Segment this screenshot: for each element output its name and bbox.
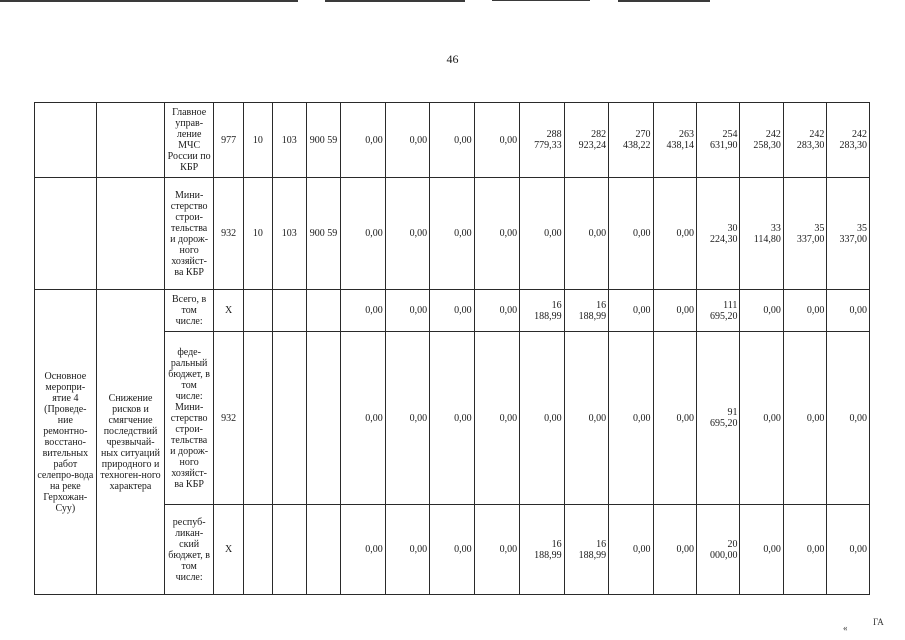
value-cell: 242 283,30 <box>783 103 826 178</box>
grbs-cell: 932 <box>213 332 243 505</box>
value-cell: 263 438,14 <box>653 103 696 178</box>
value-cell: 16 188,99 <box>520 290 564 332</box>
value-cell: 0,00 <box>653 290 696 332</box>
event-goal-cell: Снижение рисков и смягчение последствий чрезвычай-ных ситуаций природного и техноген-ного характера <box>96 290 165 595</box>
value-cell: 16 188,99 <box>564 290 608 332</box>
grbs-cell: 977 <box>213 103 243 178</box>
rz-cell <box>244 505 272 595</box>
csr-cell <box>306 505 340 595</box>
value-cell: 288 779,33 <box>520 103 564 178</box>
rz-cell: 10 <box>244 103 272 178</box>
grbs-cell: Х <box>213 505 243 595</box>
value-cell: 0,00 <box>385 290 429 332</box>
csr-cell: 900 59 <box>306 103 340 178</box>
value-cell: 0,00 <box>474 332 519 505</box>
pr-cell: 103 <box>272 178 306 290</box>
scan-artifact-line <box>0 0 298 2</box>
corner-mark: « <box>843 623 848 633</box>
value-cell: 0,00 <box>520 178 564 290</box>
source-cell: Мини-стерство строи-тельства и дорож-ного хозяйст-ва КБР <box>165 178 214 290</box>
value-cell: 0,00 <box>783 290 826 332</box>
value-cell: 0,00 <box>385 103 429 178</box>
page-number: 46 <box>446 52 459 66</box>
value-cell: 242 283,30 <box>827 103 870 178</box>
value-cell: 0,00 <box>609 505 653 595</box>
empty-cell <box>96 103 165 178</box>
value-cell: 0,00 <box>827 505 870 595</box>
empty-cell <box>96 178 165 290</box>
event-name-cell: Основное меропри-ятие 4 (Проведе-ние ремонтно-восстано-вительных работ селепро-вода на реке Герхожан-Суу) <box>35 290 97 595</box>
value-cell: 30 224,30 <box>696 178 739 290</box>
value-cell: 0,00 <box>653 505 696 595</box>
source-cell: Всего, в том числе: <box>165 290 214 332</box>
value-cell: 0,00 <box>653 178 696 290</box>
budget-table <box>34 102 870 595</box>
value-cell: 0,00 <box>474 178 519 290</box>
table-row <box>35 178 870 290</box>
value-cell: 0,00 <box>430 103 474 178</box>
scan-artifact-line <box>618 0 710 2</box>
value-cell: 0,00 <box>341 103 385 178</box>
value-cell: 0,00 <box>827 290 870 332</box>
pr-cell <box>272 290 306 332</box>
pr-cell <box>272 505 306 595</box>
value-cell: 282 923,24 <box>564 103 608 178</box>
value-cell: 0,00 <box>653 332 696 505</box>
source-cell: феде-ральный бюджет, в том числе: Мини-стерство строи-тельства и дорож-ного хозяйст-ва КБР <box>165 332 214 505</box>
rz-cell <box>244 332 272 505</box>
value-cell: 0,00 <box>609 332 653 505</box>
empty-cell <box>35 103 97 178</box>
value-cell: 0,00 <box>430 178 474 290</box>
value-cell: 270 438,22 <box>609 103 653 178</box>
value-cell: 0,00 <box>474 505 519 595</box>
scan-artifact-line <box>492 0 590 1</box>
value-cell: 0,00 <box>385 332 429 505</box>
value-cell: 0,00 <box>783 332 826 505</box>
value-cell: 0,00 <box>740 505 783 595</box>
source-cell: респуб-ликан-ский бюджет, в том числе: <box>165 505 214 595</box>
value-cell: 91 695,20 <box>696 332 739 505</box>
value-cell: 0,00 <box>430 290 474 332</box>
corner-mark: ГА <box>873 617 884 627</box>
value-cell: 16 188,99 <box>564 505 608 595</box>
csr-cell <box>306 332 340 505</box>
source-cell: Главное управ-ление МЧС России по КБР <box>165 103 214 178</box>
value-cell: 0,00 <box>385 178 429 290</box>
value-cell: 35 337,00 <box>783 178 826 290</box>
empty-cell <box>35 178 97 290</box>
value-cell: 0,00 <box>740 290 783 332</box>
rz-cell: 10 <box>244 178 272 290</box>
value-cell: 0,00 <box>564 332 608 505</box>
value-cell: 0,00 <box>341 332 385 505</box>
value-cell: 0,00 <box>783 505 826 595</box>
value-cell: 0,00 <box>474 103 519 178</box>
value-cell: 0,00 <box>430 332 474 505</box>
pr-cell <box>272 332 306 505</box>
value-cell: 0,00 <box>474 290 519 332</box>
table-row <box>35 103 870 178</box>
value-cell: 0,00 <box>609 178 653 290</box>
value-cell: 0,00 <box>609 290 653 332</box>
value-cell: 0,00 <box>341 178 385 290</box>
grbs-cell: 932 <box>213 178 243 290</box>
value-cell: 0,00 <box>341 290 385 332</box>
value-cell: 0,00 <box>740 332 783 505</box>
pr-cell: 103 <box>272 103 306 178</box>
value-cell: 16 188,99 <box>520 505 564 595</box>
value-cell: 35 337,00 <box>827 178 870 290</box>
grbs-cell: Х <box>213 290 243 332</box>
csr-cell: 900 59 <box>306 178 340 290</box>
rz-cell <box>244 290 272 332</box>
value-cell: 0,00 <box>385 505 429 595</box>
value-cell: 0,00 <box>827 332 870 505</box>
value-cell: 0,00 <box>430 505 474 595</box>
csr-cell <box>306 290 340 332</box>
value-cell: 242 258,30 <box>740 103 783 178</box>
value-cell: 0,00 <box>564 178 608 290</box>
value-cell: 33 114,80 <box>740 178 783 290</box>
scan-artifact-line <box>325 0 465 2</box>
value-cell: 254 631,90 <box>696 103 739 178</box>
table-row <box>35 290 870 332</box>
value-cell: 0,00 <box>341 505 385 595</box>
value-cell: 0,00 <box>520 332 564 505</box>
value-cell: 20 000,00 <box>696 505 739 595</box>
value-cell: 111 695,20 <box>696 290 739 332</box>
